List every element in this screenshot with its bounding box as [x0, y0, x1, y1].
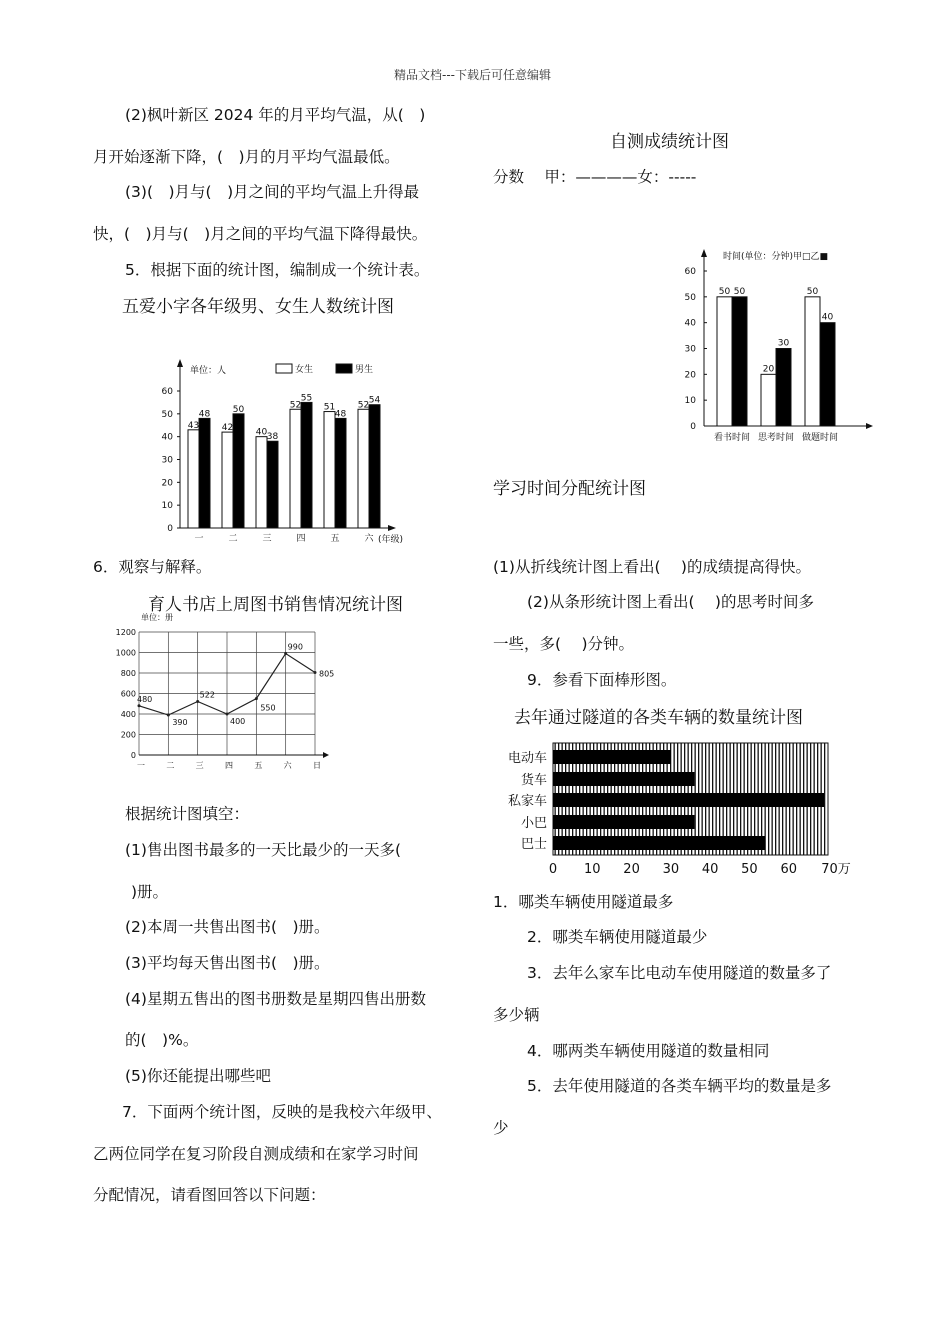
fill-q1-line2: )册。	[131, 883, 169, 901]
x-tick-label: 思考时间	[757, 433, 795, 443]
y-tick-label: 20	[684, 370, 696, 381]
bar-value-label: 55	[300, 393, 313, 404]
q7-line1: 7．下面两个统计图，反映的是我校六年级甲、	[122, 1103, 442, 1121]
y-tick-label: 0	[167, 524, 173, 534]
y-tick-label: 400	[120, 710, 136, 719]
q3-line2: 快，( )月与( )月之间的平均气温下降得最快。	[93, 225, 428, 243]
x-tick-label: 六	[283, 761, 292, 770]
q6-text: 6．观察与解释。	[93, 558, 212, 576]
fill-q4-line1: (4)星期五售出的图书册数是星期四售出册数	[125, 990, 426, 1008]
data-point	[226, 713, 229, 716]
score-chart-title: 自测成绩统计图	[610, 132, 729, 152]
bar	[335, 418, 346, 528]
y-tick-label: 10	[161, 501, 173, 512]
y-tick-label: 40	[684, 318, 696, 329]
x-axis-arrow	[388, 525, 396, 531]
x-tick-label: 四	[225, 761, 233, 770]
vehicle-q2: 2．哪类车辆使用隧道最少	[527, 928, 708, 946]
bar	[553, 793, 824, 807]
score-legend: 分数 甲：————女：-----	[493, 168, 697, 186]
bar	[717, 297, 732, 426]
bar	[188, 430, 199, 528]
legend-label: 男生	[355, 365, 374, 375]
bar	[553, 772, 694, 786]
y-axis-arrow	[701, 249, 707, 257]
q3-line1: (3)( )月与( )月之间的平均气温上升得最	[125, 183, 420, 201]
bar-value-label: 40	[821, 312, 834, 323]
bar	[290, 409, 301, 528]
x-tick-label: 二	[166, 761, 175, 770]
y-tick-label: 50	[161, 409, 173, 420]
y-tick-label: 200	[120, 730, 136, 740]
legend-label: 女生	[295, 365, 314, 375]
y-category-label: 小巴	[520, 816, 547, 831]
q9-text: 9．参看下面棒形图。	[527, 671, 677, 689]
fill-q1-line1: (1)售出图书最多的一天比最少的一天多(	[125, 841, 402, 859]
data-label: 522	[199, 690, 215, 700]
x-tick-label: 一	[194, 534, 204, 544]
data-label: 480	[137, 694, 153, 704]
y-tick-label: 1200	[115, 628, 136, 637]
bar	[222, 432, 233, 528]
x-tick-label: 二	[228, 534, 238, 544]
study-time-bar-chart	[680, 245, 880, 445]
bar	[256, 437, 267, 528]
bar	[199, 418, 210, 528]
x-tick-label: 40	[701, 862, 719, 877]
vehicle-q4: 4．哪两类车辆使用隧道的数量相同	[527, 1042, 770, 1060]
bar	[732, 297, 747, 426]
bar-value-label: 50	[718, 286, 731, 297]
bar	[553, 750, 671, 764]
data-point	[284, 652, 287, 655]
bar	[233, 414, 244, 528]
data-point	[138, 704, 141, 707]
fill-q5: (5)你还能提出哪些吧	[125, 1067, 271, 1085]
fill-q4-line2: 的( )%。	[125, 1031, 199, 1049]
y-tick-label: 800	[120, 669, 136, 678]
bar-value-label: 50	[232, 404, 245, 415]
x-tick-label: 五	[330, 534, 340, 544]
data-label: 990	[287, 642, 303, 652]
bar-value-label: 52	[289, 400, 302, 411]
vehicle-chart-title: 去年通过隧道的各类车辆的数量统计图	[514, 708, 803, 728]
x-tick-label: 20	[623, 862, 640, 877]
x-tick-label: 六	[364, 534, 374, 544]
vehicle-q3-line2: 多少辆	[493, 1006, 540, 1024]
book-line-chart	[112, 610, 337, 772]
y-tick-label: 10	[684, 396, 696, 407]
y-tick-label: 60	[684, 267, 696, 277]
bar-value-label: 38	[266, 432, 279, 443]
y-category-label: 电动车	[507, 751, 547, 766]
q2-line1: (2)枫叶新区 2024 年的月平均气温，从( )	[125, 106, 426, 124]
data-label: 400	[230, 717, 246, 726]
bar	[267, 441, 278, 528]
bar-value-label: 54	[368, 395, 381, 406]
bar-value-label: 50	[806, 286, 819, 297]
x-tick-label: 三	[262, 534, 272, 544]
y-tick-label: 0	[130, 751, 136, 760]
y-tick-label: 50	[684, 292, 696, 303]
data-point	[255, 697, 258, 700]
data-point	[196, 700, 199, 703]
x-tick-label: 看书时间	[713, 433, 751, 443]
grade-chart-title: 五爱小字各年级男、女生人数统计图	[122, 297, 394, 317]
vehicle-bar-chart	[495, 738, 855, 880]
q2-line2: 月开始逐渐下降，( )月的月平均气温最低。	[93, 148, 400, 166]
data-point	[167, 714, 170, 717]
bar	[820, 323, 835, 426]
q5-text: 5．根据下面的统计图，编制成一个统计表。	[125, 261, 430, 279]
y-axis-arrow	[177, 359, 183, 367]
bar-value-label: 48	[334, 409, 347, 420]
y-tick-label: 600	[120, 689, 136, 699]
x-tick-label: 一	[137, 761, 145, 770]
bar-value-label: 40	[255, 427, 268, 438]
bar-value-label: 52	[357, 400, 370, 411]
y-category-label: 货车	[520, 773, 547, 788]
x-tick-label: 三	[195, 761, 204, 770]
x-tick-label: 70万	[821, 862, 851, 877]
y-tick-label: 0	[690, 422, 696, 432]
x-tick-label: 10	[584, 862, 601, 877]
bar	[324, 412, 335, 528]
data-label: 390	[172, 718, 188, 728]
y-tick-label: 30	[684, 344, 696, 355]
x-axis-label: (年级)	[378, 535, 404, 545]
vehicle-q1: 1．哪类车辆使用隧道最多	[493, 893, 674, 911]
data-label: 550	[260, 703, 276, 713]
bar-value-label: 42	[221, 423, 234, 434]
vehicle-q5-line2: 少	[493, 1119, 509, 1137]
q7-line2: 乙两位同学在复习阶段自测成绩和在家学习时间	[93, 1145, 419, 1163]
bar	[761, 374, 776, 426]
bar	[553, 815, 694, 829]
bar-value-label: 20	[762, 364, 775, 375]
bar-value-label: 50	[733, 286, 746, 297]
legend-swatch	[276, 364, 292, 373]
vehicle-q3-line1: 3．去年么家车比电动车使用隧道的数量多了	[527, 964, 832, 982]
x-tick-label: 日	[313, 761, 321, 770]
bar	[553, 836, 765, 850]
vehicle-q5-line1: 5．去年使用隧道的各类车辆平均的数量是多	[527, 1077, 832, 1095]
bar	[358, 409, 369, 528]
x-axis-arrow	[323, 752, 329, 758]
y-tick-label: 40	[161, 432, 173, 443]
x-tick-label: 60	[780, 862, 797, 877]
x-tick-label: 50	[741, 862, 758, 877]
q7-line3: 分配情况，请看图回答以下问题：	[93, 1186, 326, 1204]
x-tick-label: 30	[662, 862, 680, 877]
x-tick-label: 四	[296, 534, 306, 544]
page-header: 精品文档---下载后可任意编辑	[394, 68, 551, 82]
grade-bar-chart	[150, 355, 425, 545]
y-tick-label: 1000	[115, 648, 136, 658]
bar	[369, 405, 380, 528]
legend-swatch	[336, 364, 352, 373]
bar-value-label: 43	[187, 420, 200, 431]
x-tick-label: 五	[254, 761, 263, 770]
study-chart-title: 学习时间分配统计图	[493, 479, 646, 499]
x-axis-arrow	[866, 423, 873, 429]
bar	[301, 402, 312, 528]
data-point	[314, 671, 317, 674]
x-tick-label: 做题时间	[801, 433, 839, 443]
book-chart-title: 育人书店上周图书销售情况统计图	[148, 595, 403, 615]
y-category-label: 巴士	[520, 837, 547, 852]
y-category-label: 私家车	[507, 794, 547, 809]
bar	[776, 349, 791, 427]
study-q2-line2: 一些，多( )分钟。	[493, 635, 635, 653]
data-label: 805	[319, 669, 335, 679]
bar-value-label: 51	[323, 402, 336, 413]
bar	[805, 297, 820, 426]
bar-value-label: 48	[198, 409, 211, 420]
fill-title: 根据统计图填空：	[125, 805, 250, 823]
y-tick-label: 20	[161, 478, 173, 489]
fill-q3: (3)平均每天售出图书( )册。	[125, 954, 330, 972]
unit-label: 单位：册	[141, 613, 173, 622]
y-tick-label: 30	[161, 455, 173, 466]
study-q2-line1: (2)从条形统计图上看出( )的思考时间多	[527, 593, 814, 611]
x-tick-label: 0	[548, 862, 558, 877]
bar-value-label: 30	[777, 338, 790, 349]
study-q1: (1)从折线统计图上看出( )的成绩提高得快。	[493, 558, 811, 576]
legend-label: 时间(单位：分钟)甲□乙■	[723, 252, 829, 262]
fill-q2: (2)本周一共售出图书( )册。	[125, 918, 330, 936]
y-tick-label: 60	[161, 387, 173, 397]
unit-label: 单位：人	[190, 366, 227, 376]
